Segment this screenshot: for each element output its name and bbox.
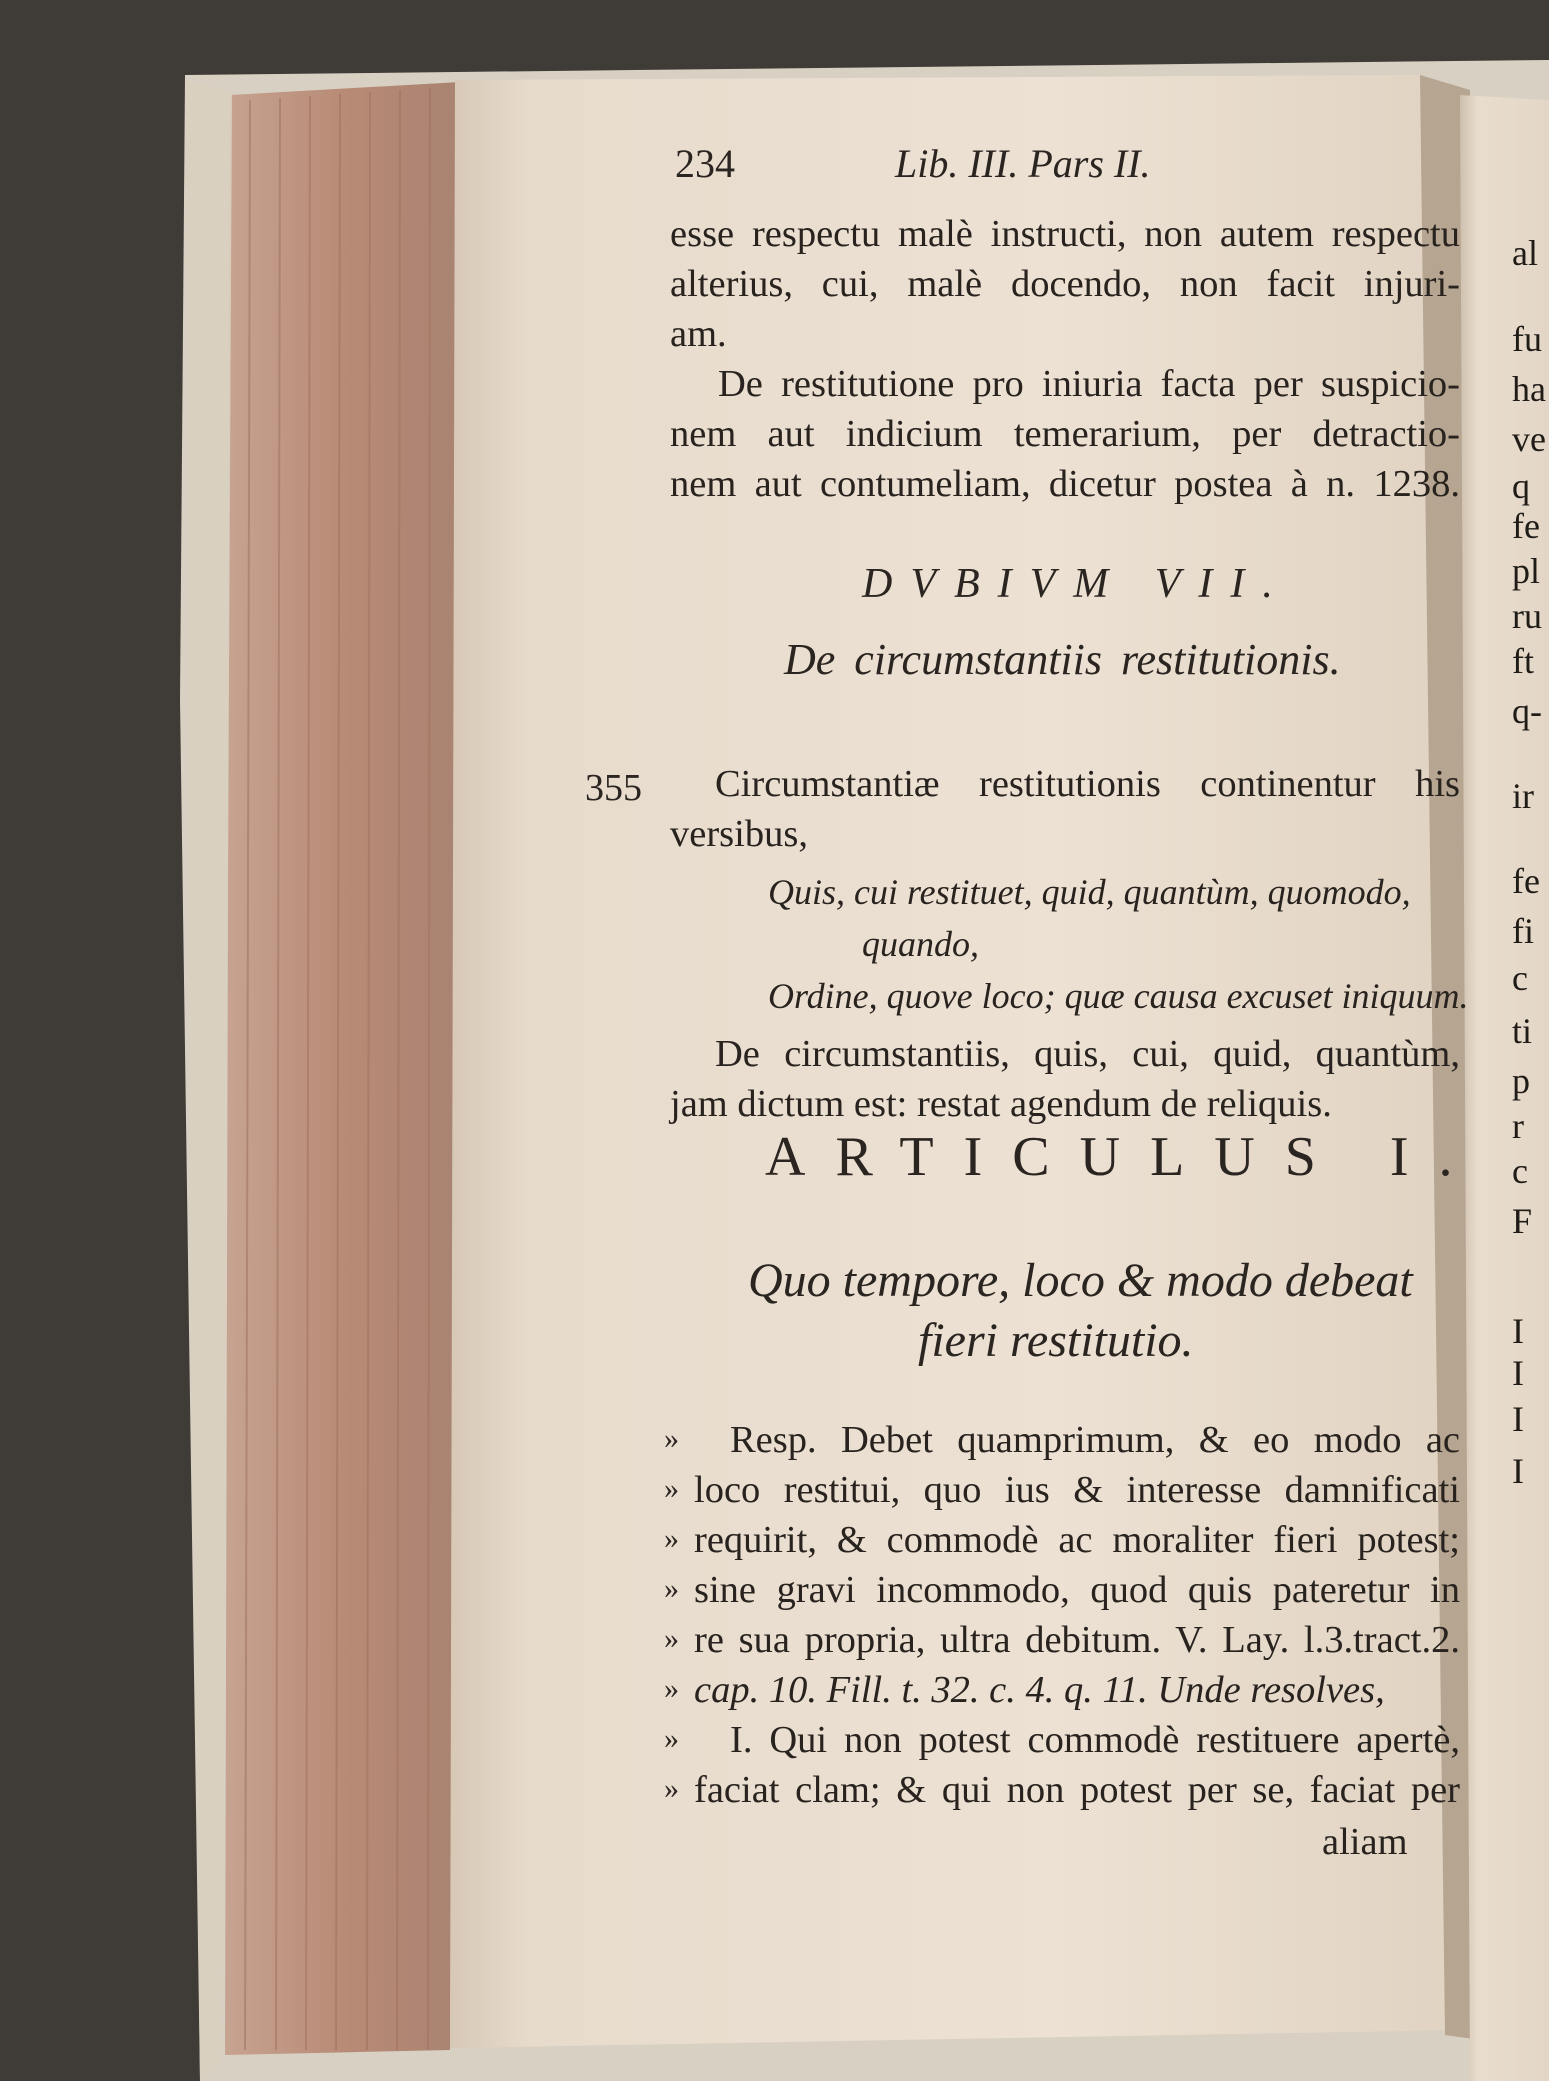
- quote-mark: »: [664, 1472, 679, 1505]
- facing-page-fragment: I: [1512, 1311, 1524, 1351]
- catchword: aliam: [1322, 1821, 1408, 1863]
- facing-page-fragment: ft: [1512, 641, 1534, 681]
- quote-mark: »: [664, 1672, 679, 1705]
- articulus-title: fieri restitutio.: [918, 1314, 1194, 1367]
- facing-page-fragment: I: [1512, 1353, 1524, 1393]
- facing-page-fragment: ha: [1512, 369, 1546, 409]
- verse-line: Quis, cui restituet, quid, quantùm, quomodo,: [768, 872, 1411, 912]
- text-line: versibus,: [670, 813, 808, 855]
- text-line: esse respectu malè instructi, non autem respectu: [670, 213, 1460, 255]
- facing-page-fragment: fu: [1512, 319, 1542, 359]
- verse-line: Ordine, quove loco; quæ causa excuset iniquum.: [768, 976, 1469, 1016]
- facing-page-fragment: al: [1512, 233, 1538, 273]
- facing-page-fragment: pl: [1512, 551, 1541, 591]
- facing-page-fragment: fi: [1512, 911, 1534, 951]
- facing-page-fragment: ir: [1512, 776, 1534, 816]
- facing-page-fragment: c: [1512, 1151, 1528, 1191]
- text-line: jam dictum est: restat agendum de reliquis.: [670, 1083, 1332, 1125]
- quote-mark: »: [664, 1522, 679, 1555]
- facing-page-fragment: I: [1512, 1451, 1524, 1491]
- text-line: alterius, cui, malè docendo, non facit injuri-: [670, 263, 1460, 305]
- facing-page-fragment: r: [1512, 1106, 1524, 1146]
- text-line: cap. 10. Fill. t. 32. c. 4. q. 11. Unde resolves,: [694, 1669, 1385, 1711]
- articulus-heading: ARTICULUS I.: [765, 1126, 1483, 1188]
- text-line: re sua propria, ultra debitum. V. Lay. l.3.tract.2.: [694, 1619, 1460, 1661]
- facing-page-fragment: q-: [1512, 691, 1542, 731]
- facing-page-fragment: ru: [1512, 596, 1542, 636]
- text-line: Circumstantiæ restitutionis continentur his: [715, 763, 1460, 805]
- quote-mark: »: [664, 1572, 679, 1605]
- text-line: am.: [670, 313, 727, 355]
- facing-page-fragment: F: [1512, 1201, 1533, 1241]
- facing-page-fragment: fe: [1512, 506, 1540, 546]
- left-page-text: 234 Lib. III. Pars II. esse respectu malè instructi, non autem respectu alterius, cui, malè docendo, non facit injuri- am. De restitutione pro iniuria facta per suspicio- nem aut indicium temerarium, per detractio- nem aut contumeliam, dicetur postea à n. 1238. DVBIVM VII. De circumstantiis restitutionis. 355 Circumstantiæ restitutionis continentur his versibus, Quis, cui restituet, quid, quantùm, quomodo, quando, Ordine, quove loco; quæ causa excuset iniquum. De circumstantiis, quis, cui, quid, quantùm, jam dictum est: restat agendum de reliquis. ARTICULUS I. Quo tempore, loco & modo debeat fieri restitutio. » » » » » » » » Resp. Debet quamprimum, & eo modo ac loco restitui, quo ius & interesse damnificati requirit, & commodè ac moraliter fieri potest; sine gravi incommodo, quod quis pateretur in re sua propria, ultra debitum. V. Lay. l.3.tract.2. cap. 10. Fill. t. 32. c. 4. q. 11. Unde resolves, I. Qui non potest commodè restituere apertè, faciat clam; & qui non potest per se, faciat per aliam al fu ha ve q fe pl ru ft q- ir fe fi c ti p r c F I I I I: [0, 0, 1549, 2081]
- facing-page-fragment: c: [1512, 958, 1528, 998]
- dubium-subtitle: De circumstantiis restitutionis.: [784, 635, 1341, 684]
- text-line: requirit, & commodè ac moraliter fieri potest;: [694, 1519, 1460, 1561]
- running-title: Lib. III. Pars II.: [895, 141, 1151, 186]
- text-line: De circumstantiis, quis, cui, quid, quantùm,: [715, 1033, 1460, 1075]
- verse-line: quando,: [862, 924, 979, 964]
- facing-page-fragment: fe: [1512, 861, 1540, 901]
- text-line: faciat clam; & qui non potest per se, faciat per: [694, 1769, 1460, 1811]
- text-line: Resp. Debet quamprimum, & eo modo ac: [730, 1419, 1460, 1461]
- text-line: De restitutione pro iniuria facta per suspicio-: [718, 363, 1460, 405]
- margin-paragraph-number: 355: [585, 767, 642, 809]
- facing-page-fragment: I: [1512, 1399, 1524, 1439]
- quote-mark: »: [664, 1622, 679, 1655]
- text-line: loco restitui, quo ius & interesse damnificati: [694, 1469, 1460, 1511]
- text-line: sine gravi incommodo, quod quis pateretur in: [694, 1569, 1460, 1611]
- facing-page-fragment: q: [1512, 466, 1530, 506]
- quote-mark: »: [664, 1422, 679, 1455]
- facing-page-fragment: p: [1512, 1061, 1530, 1101]
- quote-mark: »: [664, 1722, 679, 1755]
- text-line: nem aut contumeliam, dicetur postea à n. 1238.: [670, 463, 1460, 505]
- facing-page-fragment: ti: [1512, 1011, 1533, 1051]
- articulus-title: Quo tempore, loco & modo debeat: [748, 1254, 1413, 1307]
- text-line: I. Qui non potest commodè restituere apertè,: [730, 1719, 1460, 1761]
- text-line: nem aut indicium temerarium, per detractio-: [670, 413, 1460, 455]
- facing-page-fragment: ve: [1512, 419, 1546, 459]
- page-number: 234: [675, 141, 735, 186]
- quote-mark: »: [664, 1772, 679, 1805]
